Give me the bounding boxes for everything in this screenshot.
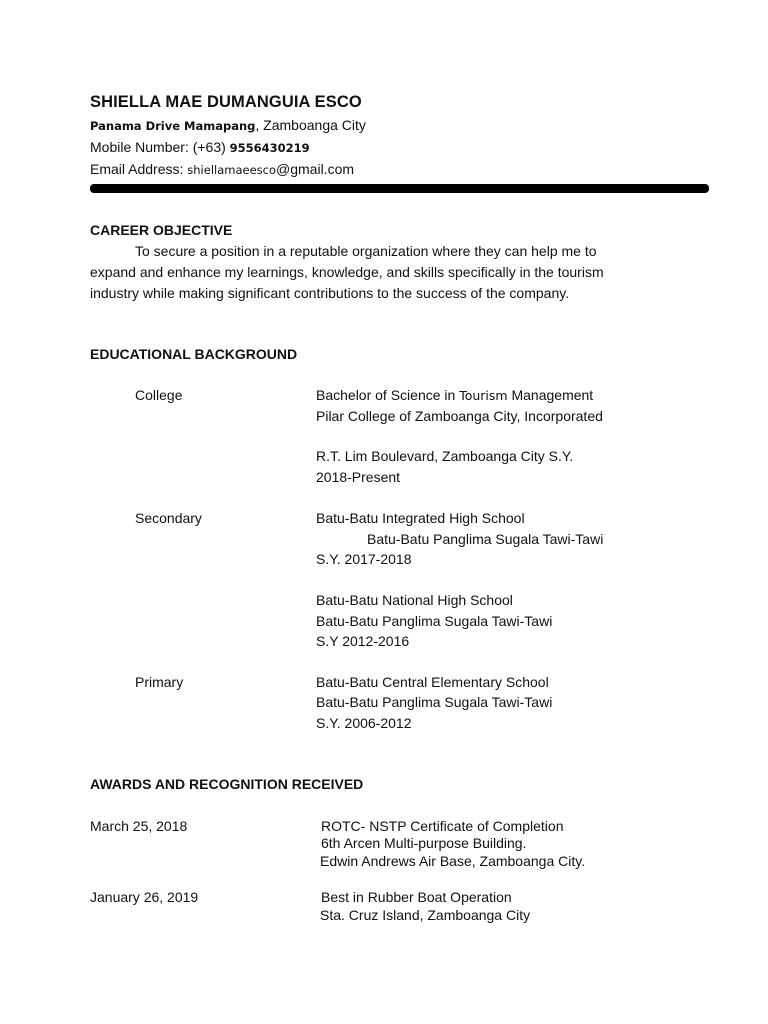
awards-heading: AWARDS AND RECOGNITION RECEIVED [90,776,364,792]
award-1-venue-1: 6th Arcen Multi-purpose Building. [321,835,527,851]
secondary-address-2: Batu-Batu Panglima Sugala Tawi-Tawi [316,613,553,629]
objective-line-2: expand and enhance my learnings, knowledge, and skills specifically in the tourism [90,264,604,280]
email-domain: @gmail.com [276,161,355,177]
education-heading: EDUCATIONAL BACKGROUND [90,346,298,362]
address-street: Panama Drive Mamapang [90,119,256,133]
email-label: Email Address: [90,161,188,177]
award-2-venue-1: Sta. Cruz Island, Zamboanga City [320,907,531,923]
college-degree-mid: Tourism [459,388,508,403]
college-degree-post: Management [507,387,594,403]
header-divider [90,184,709,193]
college-degree [316,387,593,403]
primary-label: Primary [135,674,184,690]
mobile-line [90,139,310,155]
primary-school: Batu-Batu Central Elementary School [316,674,549,690]
college-years: 2018-Present [316,469,401,485]
address-city: , Zamboanga City [255,117,366,133]
college-school: Pilar College of Zamboanga City, Incorporated [316,408,603,424]
secondary-address-1: Batu-Batu Panglima Sugala Tawi-Tawi [367,531,604,547]
address-line [90,117,366,133]
secondary-years-1: S.Y. 2017-2018 [316,551,412,567]
secondary-school-1: Batu-Batu Integrated High School [316,510,525,526]
award-1-date: March 25, 2018 [90,818,188,834]
email-line [90,161,354,177]
career-objective-heading: CAREER OBJECTIVE [90,222,233,238]
college-label: College [135,387,183,403]
college-address: R.T. Lim Boulevard, Zamboanga City S.Y. [316,448,574,464]
award-1-title: ROTC- NSTP Certificate of Completion [321,818,564,834]
secondary-school-2: Batu-Batu National High School [316,592,513,608]
award-1-venue-2: Edwin Andrews Air Base, Zamboanga City. [320,853,586,869]
primary-address: Batu-Batu Panglima Sugala Tawi-Tawi [316,694,553,710]
award-2-title: Best in Rubber Boat Operation [321,889,512,905]
career-objective-text [90,241,650,304]
applicant-name: SHIELLA MAE DUMANGUIA ESCO [90,93,362,111]
primary-years: S.Y. 2006-2012 [316,715,412,731]
email-user: shiellamaeesco [187,163,277,177]
mobile-label: Mobile Number: (+63) [90,139,230,155]
mobile-number: 9556430219 [229,141,310,155]
college-degree-pre: Bachelor of Science in [316,387,460,403]
objective-line-1: To secure a position in a reputable organization where they can help me to [135,243,597,259]
secondary-years-2: S.Y 2012-2016 [316,633,410,649]
objective-line-3: industry while making significant contributions to the success of the company. [90,285,570,301]
award-2-date: January 26, 2019 [90,889,199,905]
secondary-label: Secondary [135,510,202,526]
